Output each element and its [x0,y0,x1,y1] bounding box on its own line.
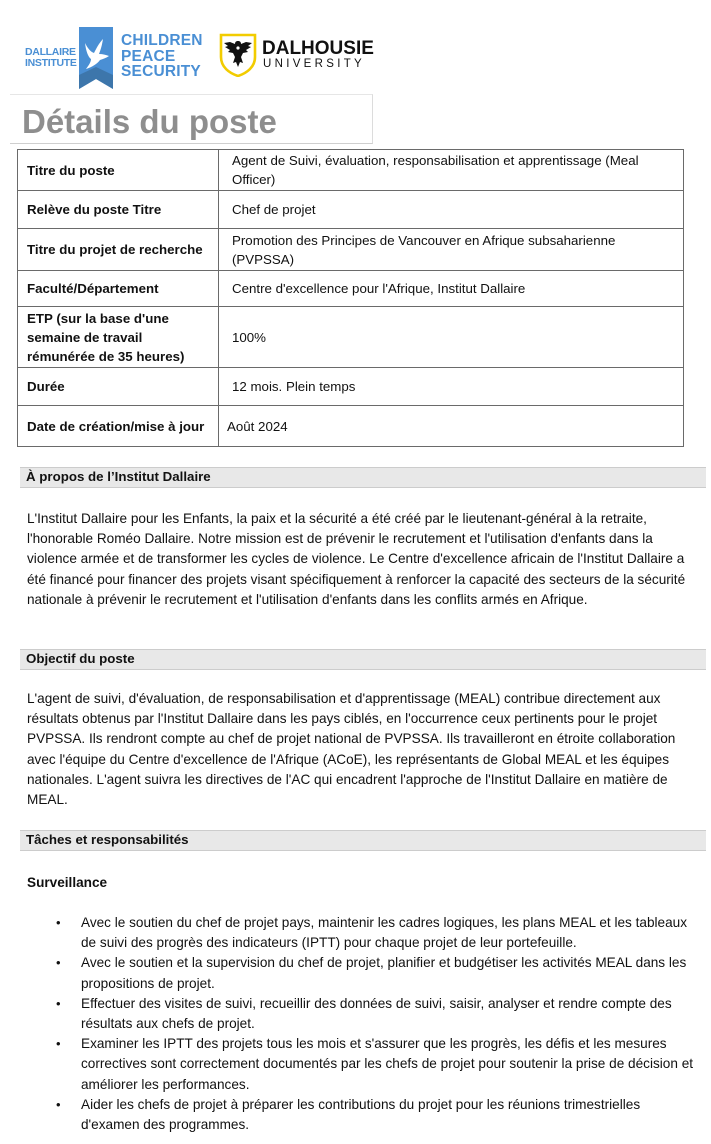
table-row [18,191,684,229]
list-item [27,994,702,1034]
dallaire-institute-wordmark [25,47,77,69]
subheading-surveillance: Surveillance [27,875,108,890]
list-item [27,1034,702,1095]
tagline-security: SECURITY [121,63,201,80]
list-item [27,913,702,953]
bullet-icon: • [56,1036,61,1052]
row-label: Titre du poste [18,150,219,191]
table-row [18,271,684,307]
surveillance-task-list [27,913,702,1135]
bullet-icon: • [56,915,61,930]
header-logos [0,0,711,92]
row-value: Centre d'excellence pour l'Afrique, Institut Dallaire [219,271,684,307]
bullet-icon: • [56,955,61,971]
dalhousie-shield-icon [219,33,257,77]
table-row [18,307,684,368]
tagline-peace: PEACE [121,47,176,65]
university-wordmark: UNIVERSITY [263,58,366,70]
dalhousie-wordmark: DALHOUSIE [262,38,374,59]
dallaire-line1: DALLAIRE [25,46,76,58]
list-item-text: Examiner les IPTT des projets tous les mois et s'assurer que les progrès, les défis et les mesures correctives sont correctement documentés par les chefs de projet pour soutenir la prise de décision et améliorer les performances. [81,1036,694,1092]
row-label: Date de création/mise à jour [18,406,219,447]
section-heading-objective: Objectif du poste [20,649,706,670]
about-paragraph: L'Institut Dallaire pour les Enfants, la paix et la sécurité a été créé par le lieutenant-général à la retraite, l'honorable Roméo Dallaire. Notre mission est de prévenir le recrutement et l'utilisation d'enfants dans la violence armée et de transformer les cycles de violence. Le Centre d'excellence africain de l'Institut Dallaire a été financé pour financer des projets visant spécifiquement à renforcer la capacité des secteurs de la sécurité nationale à prévenir le recrutement et l'utilisation d'enfants dans les conflits armés en Afrique. [27,511,686,607]
bullet-icon: • [56,995,61,1011]
bullet-icon: • [56,1096,61,1112]
dove-banner-icon [79,27,113,89]
list-item [27,953,702,993]
objective-paragraph: L'agent de suivi, d'évaluation, de responsabilisation et d'apprentissage (MEAL) contribue directement aux résultats obtenus par l'Institut Dallaire dans les pays ciblés, en l'occurrence ceux pertinents pour le projet PVPSSA. Ils rendront compte au chef de projet national de PVPSSA. Ils travailleront en étroite collaboration avec l'équipe du Centre d'excellence de l'Afrique (ACoE), les représentants de Global MEAL et les équipes nationales. L'agent suivra les directives de l'AC qui encadrent l'approche de l'Institut Dallaire en matière de MEAL. [27,691,676,808]
tagline-children: CHILDREN [121,32,203,49]
row-value: Chef de projet [219,191,684,229]
row-label: Relève du poste Titre [18,191,219,229]
page-title: Détails du poste [22,103,277,140]
children-peace-security-wordmark [121,33,203,80]
table-row [18,406,684,447]
row-value: 100% [219,307,684,368]
table-row [18,229,684,271]
row-value: 12 mois. Plein temps [219,368,684,406]
row-value: Promotion des Principes de Vancouver en Afrique subsaharienne (PVPSSA) [219,229,684,271]
list-item-text: Avec le soutien et la supervision du chef de projet, planifier et budgétiser les activités MEAL dans les propositions de projet. [81,955,687,991]
list-item [27,1095,702,1135]
row-label: Durée [18,368,219,406]
section-heading-about: À propos de l’Institut Dallaire [20,467,706,488]
table-row [18,368,684,406]
row-label: Faculté/Département [18,271,219,307]
section-heading-tasks: Tâches et responsabilités [20,830,706,851]
row-label: Titre du projet de recherche [18,229,219,271]
list-item-text: Avec le soutien du chef de projet pays, maintenir les cadres logiques, les plans MEAL et les tableaux de suivi des progrès des indicateurs (IPTT) pour chaque projet de leur portefeuille. [81,915,688,951]
list-item-text: Aider les chefs de projet à préparer les contributions du projet pour les réunions trimestrielles d'examen des programmes. [81,1096,641,1133]
dallaire-line2: INSTITUTE [25,57,77,69]
row-label: ETP (sur la base d'une semaine de travail rémunérée de 35 heures) [18,307,219,368]
page-title-box [10,94,373,144]
job-details-table [17,149,684,447]
table-row [18,150,684,191]
list-item-text: Effectuer des visites de suivi, recueillir des données de suivi, saisir, analyser et rendre compte des résultats aux chefs de projet. [81,995,672,1032]
row-value: Août 2024 [219,406,684,447]
row-value: Agent de Suivi, évaluation, responsabilisation et apprentissage (Meal Officer) [219,150,684,191]
